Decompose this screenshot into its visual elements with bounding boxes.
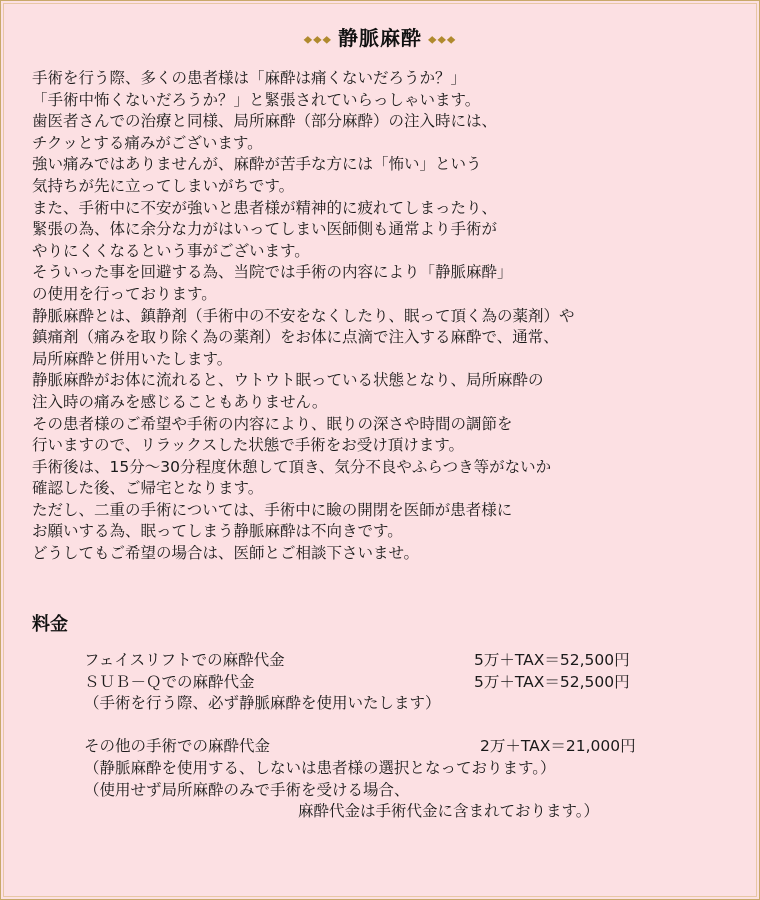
price-label: フェイスリフトでの麻酔代金: [84, 651, 285, 669]
price-note: 麻酔代金は手術代金に含まれております。）: [298, 802, 600, 821]
price-amount: 2万＋TAX＝21,000円: [480, 737, 636, 756]
body-line: また、手術中に不安が強いと患者様が精神的に疲れてしまったり、: [32, 198, 498, 217]
title-text: 静脈麻酔: [338, 26, 422, 50]
price-row: [84, 736, 724, 758]
pricing-section: [84, 650, 724, 823]
body-line: 注入時の痛みを感じることもありません。: [32, 392, 328, 411]
body-line: 手術を行う際、多くの患者様は「麻酔は痛くないだろうか？」: [32, 69, 467, 87]
body-line: そういった事を回避する為、当院では手術の内容により「静脈麻酔」: [32, 263, 513, 282]
body-line: 行いますので、リラックスした状態で手術をお受け頂けます。: [32, 436, 464, 455]
body-line: やりにくくなるという事がございます。: [32, 241, 310, 260]
page-title: [0, 22, 760, 51]
price-amount: 5万＋TAX＝52,500円: [474, 672, 630, 691]
body-line: 局所麻酔と併用いたします。: [32, 349, 233, 368]
body-line: その患者様のご希望や手術の内容により、眠りの深さや時間の調節を: [32, 414, 513, 433]
body-line: 静脈麻酔がお体に流れると、ウトウト眠っている状態となり、局所麻酔の: [32, 371, 544, 390]
body-line: 気持ちが先に立ってしまいがちです。: [32, 176, 295, 195]
price-row: [84, 650, 724, 672]
body-line: 静脈麻酔とは、鎮静剤（手術中の不安をなくしたり、眠って頂く為の薬剤）や: [32, 306, 575, 325]
body-line: 手術後は、15分～30分程度休憩して頂き、気分不良やふらつき等がないか: [32, 457, 552, 476]
diamond-ornament-right-icon: ◆◆◆: [428, 33, 457, 46]
body-line: 「手術中怖くないだろうか？」と緊張されていらっしゃいます。: [32, 90, 481, 109]
price-note: （使用せず局所麻酔のみで手術を受ける場合、: [84, 780, 410, 799]
price-note: （手術を行う際、必ず静脈麻酔を使用いたします）: [84, 694, 441, 713]
body-line: チクッとする痛みがございます。: [32, 133, 263, 152]
price-row: [84, 672, 724, 694]
body-line: お願いする為、眠ってしまう静脈麻酔は不向きです。: [32, 522, 403, 541]
body-line: どうしてもご希望の場合は、医師とご相談下さいませ。: [32, 544, 420, 563]
price-amount: 5万＋TAX＝52,500円: [474, 651, 630, 669]
body-line: 強い痛みではありませんが、麻酔が苦手な方には「怖い」という: [32, 155, 482, 174]
body-line: の使用を行っております。: [32, 284, 217, 303]
price-label: その他の手術での麻酔代金: [84, 737, 271, 756]
body-line: 緊張の為、体に余分な力がはいってしまい医師側も通常より手術が: [32, 220, 498, 239]
price-note: （静脈麻酔を使用する、しないは患者様の選択となっております。）: [84, 758, 556, 777]
body-line: ただし、二重の手術については、手術中に瞼の開閉を医師が患者様に: [32, 500, 513, 519]
diamond-ornament-left-icon: ◆◆◆: [303, 33, 332, 46]
description-body: [32, 68, 742, 565]
price-label: ＳＵＢ－Ｑでの麻酔代金: [84, 672, 255, 691]
body-line: 確認した後、ご帰宅となります。: [32, 479, 264, 498]
pricing-heading: 料金: [32, 614, 68, 635]
body-line: 歯医者さんでの治療と同様、局所麻酔（部分麻酔）の注入時には、: [32, 112, 498, 131]
body-line: 鎮痛剤（痛みを取り除く為の薬剤）をお体に点滴で注入する麻酔で、通常、: [32, 328, 559, 347]
